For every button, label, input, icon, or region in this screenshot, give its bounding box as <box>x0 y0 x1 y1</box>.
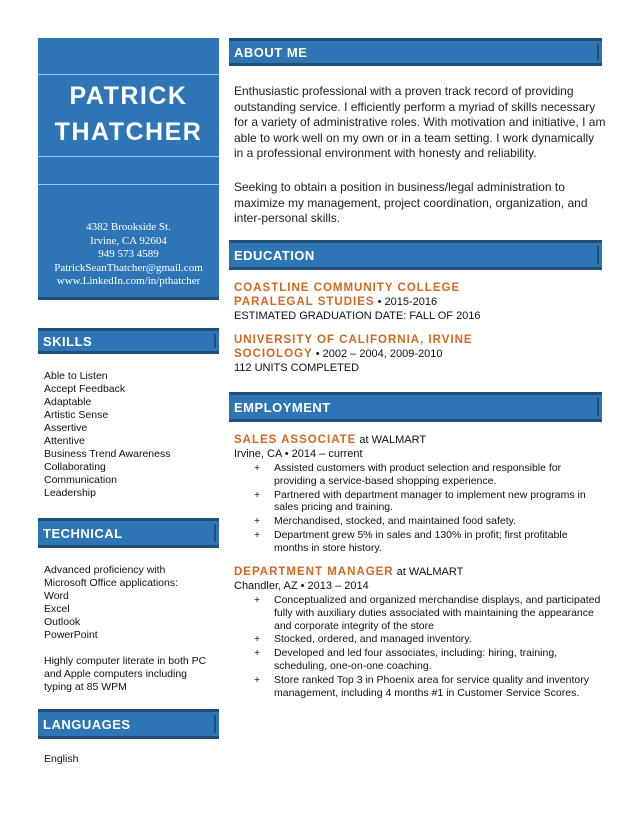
plus-icon: + <box>254 462 261 474</box>
job-bullets <box>254 462 604 556</box>
skill-item: Artistic Sense <box>44 409 109 421</box>
plus-icon: + <box>254 488 261 501</box>
education-school <box>234 282 460 296</box>
plus-icon: + <box>254 594 261 606</box>
contact-address: 4382 Brookside St. <box>86 221 171 233</box>
about-paragraph-2: Seeking to obtain a position in business/legal administration to maximize my management, project coordination, organization, and inter-personal skills. <box>234 180 588 226</box>
program-dates: • 2015-2016 <box>374 296 438 308</box>
skills-heading: SKILLS <box>38 328 219 354</box>
bullet-text: Assisted customers with product selection and responsible for providing a service-based shopping experience. <box>274 462 562 487</box>
contact-top-rule <box>38 184 219 185</box>
bullet-item <box>254 515 604 528</box>
contact-linkedin[interactable]: www.LinkedIn.com/in/pthatcher <box>56 275 201 288</box>
bullet-text: Developed and led four associates, including: hiring, training, scheduling, one-on-one coaching. <box>274 647 558 672</box>
technical-line: Highly computer literate in both PC <box>44 655 207 667</box>
plus-icon: + <box>254 528 261 541</box>
name-block <box>38 38 219 300</box>
technical-heading: TECHNICAL <box>38 518 219 548</box>
languages-list <box>44 753 78 766</box>
bullet-item <box>254 489 604 515</box>
bullet-text: Store ranked Top 3 in Phoenix area for service quality and inventory management, including 4 months #1 in Customer Service Scores. <box>274 673 589 699</box>
language-item: English <box>44 753 79 765</box>
bullet-item <box>254 633 604 646</box>
technical-line: Advanced proficiency with <box>44 564 166 576</box>
contact-email[interactable]: PatrickSeanThatcher@gmail.com <box>54 261 203 274</box>
program-name: PARALEGAL STUDIES <box>234 296 375 308</box>
about-heading: ABOUT ME <box>229 38 602 66</box>
bullet-text: Conceptualized and organized merchandise displays, and participated fully with auxiliary duties associated with maintaining the appearance and corporate integrity of the store <box>274 594 601 632</box>
skill-item: Attentive <box>44 435 85 447</box>
technical-line: Word <box>44 590 69 602</box>
skill-item: Accept Feedback <box>44 383 126 395</box>
education-school <box>234 334 473 348</box>
technical-line: and Apple computers including <box>44 668 188 680</box>
technical-line: Outlook <box>44 616 81 628</box>
job-title-line <box>234 434 426 448</box>
skill-item: Communication <box>44 474 117 486</box>
job-location: Irvine, CA • 2014 – current <box>234 448 363 460</box>
skill-item: Adaptable <box>44 396 92 408</box>
languages-heading: LANGUAGES <box>38 709 219 739</box>
plus-icon: + <box>254 633 261 646</box>
job-title-line <box>234 566 463 580</box>
bullet-item <box>254 674 604 700</box>
job-title: DEPARTMENT MANAGER <box>234 566 394 578</box>
bullet-item <box>254 462 604 488</box>
skill-item: Leadership <box>44 487 96 499</box>
education-heading: EDUCATION <box>229 240 602 270</box>
education-program-line <box>234 296 437 310</box>
bullet-item <box>254 647 604 673</box>
bullet-text: Department grew 5% in sales and 130% in profit; first profitable months in store history. <box>274 528 568 554</box>
program-name: SOCIOLOGY <box>234 348 313 360</box>
technical-line: Microsoft Office applications: <box>44 577 179 589</box>
first-name: PATRICK <box>69 82 188 110</box>
last-name: THATCHER <box>54 118 203 146</box>
technical-line: PowerPoint <box>44 629 98 641</box>
bullet-item <box>254 529 604 555</box>
education-note: ESTIMATED GRADUATION DATE: FALL OF 2016 <box>234 310 481 322</box>
name-bottom-rule <box>38 156 219 157</box>
skill-item: Assertive <box>44 422 88 434</box>
name-top-rule <box>38 74 219 75</box>
contact-info <box>38 221 219 289</box>
job-title: SALES ASSOCIATE <box>234 434 357 446</box>
technical-line: Excel <box>44 603 70 615</box>
plus-icon: + <box>254 515 261 528</box>
job-location: Chandler, AZ • 2013 – 2014 <box>234 580 369 592</box>
technical-line: typing at 85 WPM <box>44 681 127 693</box>
bullet-item <box>254 594 604 632</box>
bullet-text: Partnered with department manager to implement new programs in sales pricing and training. <box>274 488 586 514</box>
bullet-text: Stocked, ordered, and managed inventory. <box>274 633 472 646</box>
program-dates: • 2002 – 2004, 2009-2010 <box>312 348 443 360</box>
bullet-text: Merchandised, stocked, and maintained food safety. <box>274 515 517 528</box>
job-employer: at WALMART <box>356 434 427 446</box>
plus-icon: + <box>254 647 261 660</box>
employment-heading: EMPLOYMENT <box>229 392 602 422</box>
technical-line <box>44 642 219 655</box>
job-employer: at WALMART <box>393 566 464 578</box>
skills-list <box>44 370 170 500</box>
school-name: COASTLINE COMMUNITY COLLEGE <box>234 282 461 294</box>
plus-icon: + <box>254 673 261 686</box>
technical-text <box>44 564 219 694</box>
about-paragraph-1: Enthusiastic professional with a proven track record of providing outstanding service. I efficiently perform a myriad of skills necessary for a variety of administrative roles. With motivation and initiative, I am able to work well on my own or in a team setting. I work dynamically in a professional environment with honesty and reliability. <box>234 84 606 161</box>
education-note: 112 UNITS COMPLETED <box>234 362 360 374</box>
school-name: UNIVERSITY OF CALIFORNIA, IRVINE <box>234 334 473 346</box>
education-program-line <box>234 348 443 362</box>
contact-phone: 949 573 4589 <box>98 248 159 261</box>
contact-city: Irvine, CA 92604 <box>90 234 167 247</box>
job-bullets <box>254 594 604 700</box>
skill-item: Able to Listen <box>44 370 108 382</box>
skill-item: Business Trend Awareness <box>44 448 171 460</box>
skill-item: Collaborating <box>44 461 106 473</box>
